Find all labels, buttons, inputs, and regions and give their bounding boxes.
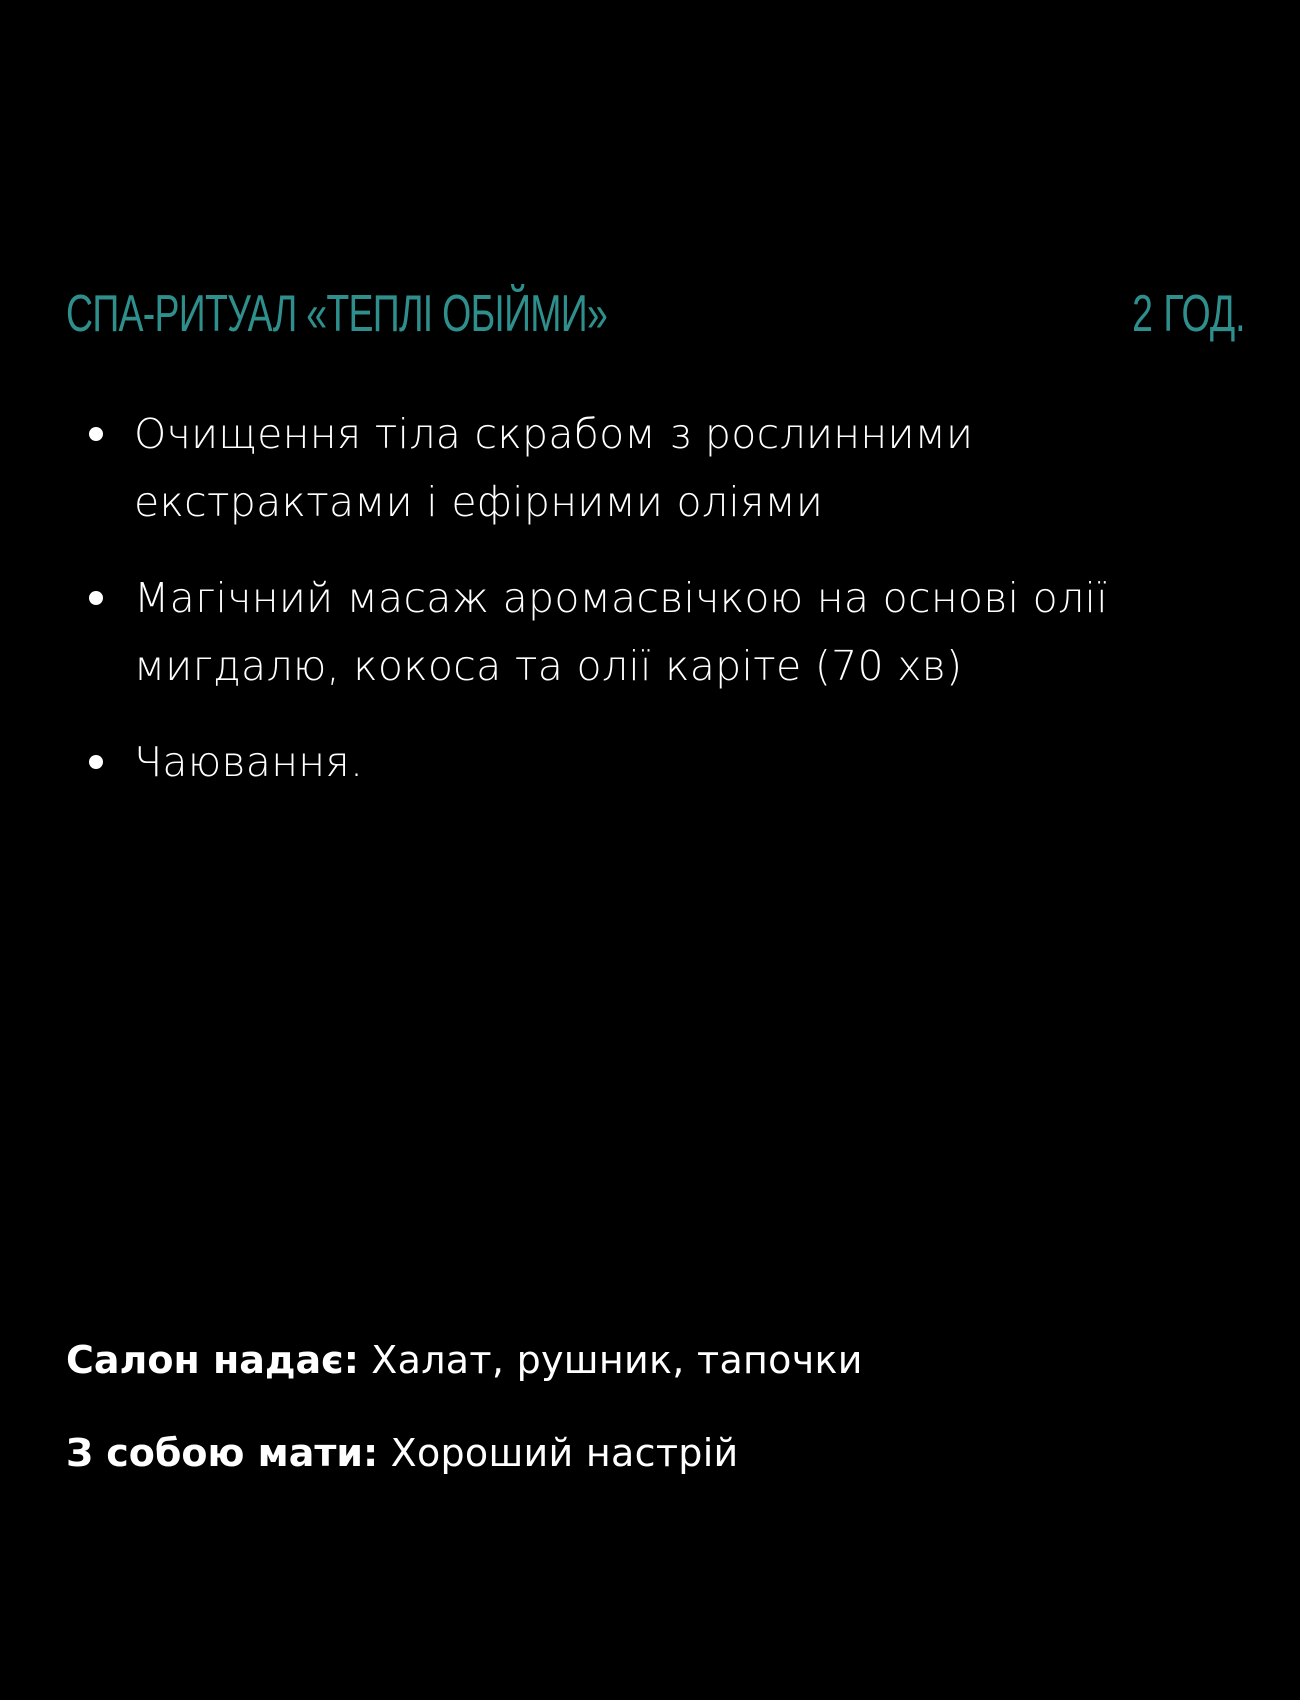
service-duration: 2 ГОД. <box>1132 285 1246 343</box>
service-header <box>66 282 1246 352</box>
salon-provides-line <box>66 1335 863 1385</box>
procedure-text: Очищення тіла скрабом з рослинними екстрактами і ефірними оліями <box>134 410 974 526</box>
service-title: СПА-РИТУАЛ «ТЕПЛІ ОБІЙМИ» <box>66 285 608 343</box>
procedure-text: Чаювання. <box>134 738 364 786</box>
salon-provides-value: Халат, рушник, тапочки <box>358 1338 863 1382</box>
bullet-icon <box>89 427 103 441</box>
list-item <box>86 564 1186 700</box>
bring-along-label: З собою мати: <box>66 1431 379 1475</box>
bring-along-value: Хороший настрій <box>378 1431 739 1475</box>
bring-along-line <box>66 1428 739 1478</box>
procedure-list <box>86 400 1186 824</box>
list-item <box>86 728 1186 796</box>
list-item <box>86 400 1186 536</box>
bullet-icon <box>89 755 103 769</box>
bullet-icon <box>89 591 103 605</box>
salon-provides-label: Салон надає: <box>66 1338 359 1382</box>
procedure-text: Магічний масаж аромасвічкою на основі олії мигдалю, кокоса та олії каріте (70 хв) <box>134 574 1108 690</box>
